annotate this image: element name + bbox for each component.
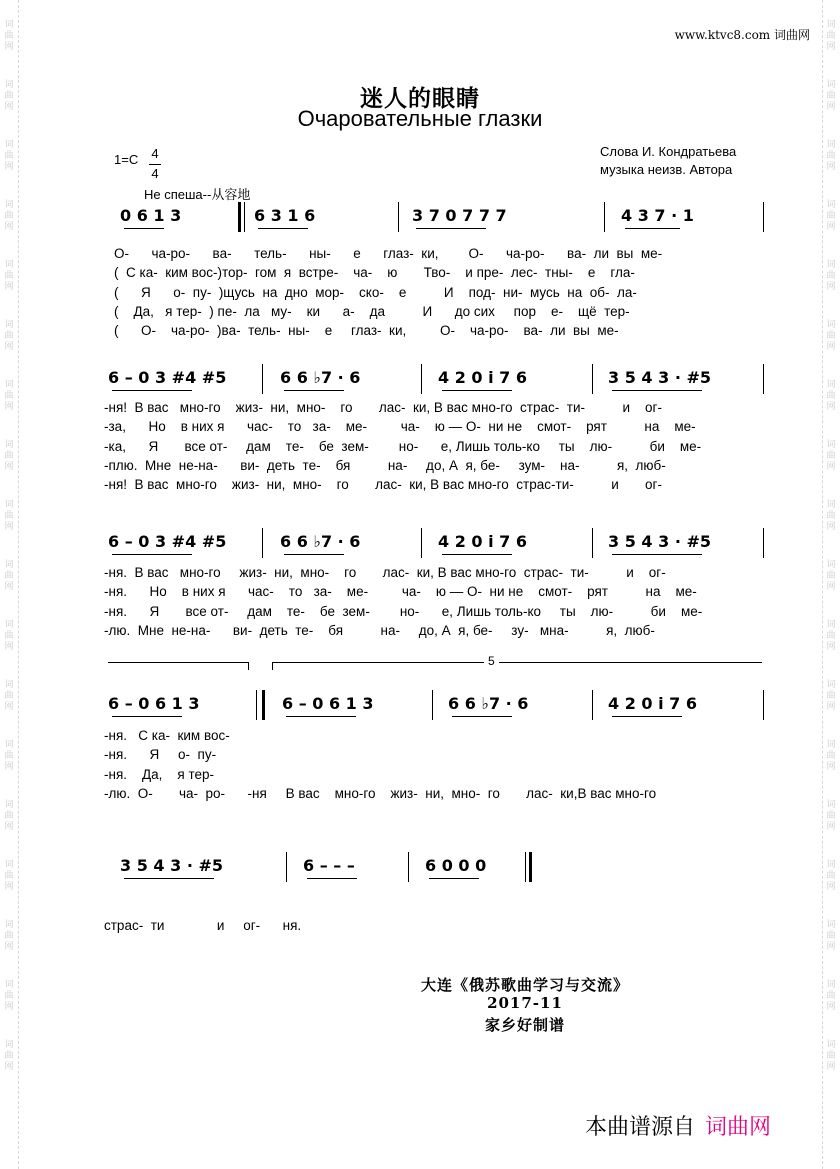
- lyric-line: -ня. В вас мно-го жиз- ни, мно- го лас- ки, В вас мно-го страс- ти- и ог-: [104, 565, 666, 580]
- beam: [112, 554, 192, 555]
- arranged-date: 2017-11: [487, 994, 563, 1012]
- watermark-glyphs: [824, 500, 838, 560]
- watermark-glyphs: [2, 800, 16, 860]
- watermark-glyph: 曲: [4, 631, 14, 641]
- watermark-glyph: 网: [826, 342, 836, 352]
- notation-group: 6 – – –: [303, 856, 355, 875]
- lyric-line: ( Я о- пу- )щусь на дно мор- ско- е И под- ни- мусь на об- ла-: [114, 284, 637, 300]
- watermark-glyphs: [824, 800, 838, 860]
- lyric-line: ( Да, я тер- ) пе- ла му- ки а- да И до сих пор е- щё тер-: [114, 303, 630, 319]
- watermark-glyph: 网: [826, 1002, 836, 1012]
- watermark-glyph: 网: [826, 942, 836, 952]
- barline: [238, 202, 241, 232]
- watermark-glyph: 网: [4, 882, 14, 892]
- watermark-glyphs: [824, 260, 838, 320]
- watermark-glyphs: [2, 20, 16, 80]
- watermark-glyphs: [824, 200, 838, 260]
- barline: [525, 852, 526, 882]
- watermark-glyph: 词: [826, 740, 836, 750]
- watermark-glyph: 网: [826, 462, 836, 472]
- beam: [625, 228, 680, 229]
- lyric-line: -ня. Но в них я час- то за- ме- ча- ю — О- ни не смот- рят на ме-: [104, 584, 697, 600]
- watermark-glyph: 词: [826, 500, 836, 510]
- notation-group: 4 2 0 i 7 6: [438, 368, 527, 387]
- site-header[interactable]: www.ktvc8.com 词曲网: [674, 28, 810, 42]
- notation-group: 4 2 0 i 7 6: [608, 694, 697, 713]
- lyric-line: -ка, Я все от- дам те- бе зем- но- е, Лишь толь-ко ты лю- би ме-: [104, 438, 702, 454]
- time-signature-top: 4: [151, 146, 159, 161]
- watermark-glyphs: [2, 260, 16, 320]
- watermark-glyph: 词: [4, 680, 14, 690]
- watermark-glyphs: [2, 140, 16, 200]
- notation-group: 6 6 ♭7 · 6: [448, 694, 529, 713]
- watermark-glyph: 曲: [826, 331, 836, 341]
- lyric-line: О- ча-ро- ва- тель- ны- е глаз- ки, О- ча-ро- ва- ли вы ме-: [114, 246, 663, 261]
- lyric-line: -ня. Да, я тер-: [104, 766, 215, 782]
- watermark-glyph: 网: [4, 1062, 14, 1072]
- lyric-line: страс- ти и ог- ня.: [104, 918, 302, 933]
- beam: [612, 390, 702, 391]
- barline: [604, 202, 605, 232]
- watermark-glyph: 词: [4, 320, 14, 330]
- watermark-glyph: 词: [826, 920, 836, 930]
- watermark-glyph: 词: [826, 800, 836, 810]
- tempo-marking: Не спеша--从容地: [144, 187, 251, 202]
- watermark-glyphs: [2, 320, 16, 380]
- watermark-glyph: 曲: [826, 811, 836, 821]
- source-note: [585, 1110, 771, 1141]
- watermark-glyph: 曲: [4, 691, 14, 701]
- watermark-glyph: 词: [826, 320, 836, 330]
- watermark-glyph: 词: [826, 680, 836, 690]
- watermark-glyph: 词: [4, 20, 14, 30]
- watermark-glyph: 词: [4, 980, 14, 990]
- watermark-glyphs: [2, 920, 16, 980]
- watermark-glyphs: [824, 920, 838, 980]
- barline: [408, 852, 409, 882]
- watermark-right: [824, 20, 838, 1100]
- watermark-glyph: 词: [826, 260, 836, 270]
- watermark-glyph: 词: [4, 140, 14, 150]
- watermark-glyph: 词: [4, 260, 14, 270]
- watermark-glyph: 网: [4, 1002, 14, 1012]
- notation-group: 6 – 0 3 #4 #5: [108, 532, 227, 551]
- watermark-glyph: 曲: [4, 31, 14, 41]
- watermark-glyph: 曲: [826, 151, 836, 161]
- watermark-glyph: 网: [4, 102, 14, 112]
- lyric-line: -за, Но в них я час- то за- ме- ча- ю — О- ни не смот- рят на ме-: [104, 419, 696, 435]
- notation-group: 6 – 0 3 #4 #5: [108, 368, 227, 387]
- watermark-glyph: 曲: [4, 271, 14, 281]
- source-site-link[interactable]: 词曲网: [705, 1114, 772, 1139]
- beam: [307, 878, 357, 879]
- watermark-glyphs: [2, 860, 16, 920]
- watermark-glyph: 曲: [4, 511, 14, 521]
- watermark-glyph: 曲: [826, 991, 836, 1001]
- watermark-glyph: 词: [4, 800, 14, 810]
- watermark-glyphs: [824, 20, 838, 80]
- watermark-glyph: 曲: [4, 391, 14, 401]
- barline: [592, 528, 593, 558]
- notation-group: 6 6 ♭7 · 6: [280, 532, 361, 551]
- watermark-glyph: 网: [4, 42, 14, 52]
- watermark-glyphs: [824, 380, 838, 440]
- watermark-glyph: 曲: [826, 871, 836, 881]
- beam: [612, 716, 682, 717]
- watermark-glyph: 曲: [826, 451, 836, 461]
- watermark-glyphs: [2, 620, 16, 680]
- barline: [592, 364, 593, 394]
- notation-group: 6 – 0 6 1 3: [282, 694, 374, 713]
- beam: [442, 390, 512, 391]
- watermark-glyph: 曲: [4, 451, 14, 461]
- watermark-glyph: 网: [826, 762, 836, 772]
- watermark-glyph: 网: [4, 762, 14, 772]
- barline: [763, 202, 764, 232]
- watermark-glyph: 网: [4, 162, 14, 172]
- watermark-glyph: 词: [4, 620, 14, 630]
- watermark-glyph: 网: [826, 282, 836, 292]
- lyric-line: -ня. Я все от- дам те- бе зем- но- е, Лишь толь-ко ты лю- би ме-: [104, 603, 703, 619]
- notation-group: 6 – 0 6 1 3: [108, 694, 200, 713]
- arranger-group: 大连《俄苏歌曲学习与交流》: [420, 976, 629, 994]
- watermark-glyph: 词: [826, 620, 836, 630]
- watermark-glyph: 曲: [826, 751, 836, 761]
- beam: [112, 716, 182, 717]
- composer-credit: музыка неизв. Автора: [600, 162, 733, 177]
- watermark-glyph: 曲: [4, 991, 14, 1001]
- watermark-glyph: 网: [826, 822, 836, 832]
- watermark-glyphs: [2, 440, 16, 500]
- beam: [124, 878, 214, 879]
- watermark-glyph: 网: [4, 402, 14, 412]
- beam: [284, 390, 344, 391]
- watermark-glyphs: [2, 560, 16, 620]
- watermark-glyphs: [824, 320, 838, 380]
- watermark-glyph: 曲: [4, 751, 14, 761]
- beam: [284, 554, 344, 555]
- watermark-glyph: 词: [4, 380, 14, 390]
- barline: [763, 690, 764, 720]
- watermark-glyph: 网: [4, 522, 14, 532]
- beam: [258, 228, 308, 229]
- watermark-glyph: 词: [4, 560, 14, 570]
- barline: [244, 202, 245, 232]
- barline: [262, 364, 263, 394]
- watermark-glyph: 词: [4, 1040, 14, 1050]
- watermark-glyph: 词: [4, 200, 14, 210]
- watermark-glyph: 曲: [826, 1051, 836, 1061]
- watermark-glyph: 词: [826, 560, 836, 570]
- notation-group: 6 6 ♭7 · 6: [280, 368, 361, 387]
- watermark-glyph: 词: [4, 860, 14, 870]
- watermark-glyph: 网: [4, 342, 14, 352]
- watermark-glyphs: [824, 740, 838, 800]
- watermark-left: [2, 20, 16, 1100]
- volta-label: 5: [484, 654, 499, 668]
- watermark-glyph: 网: [826, 882, 836, 892]
- watermark-glyphs: [2, 1040, 16, 1100]
- watermark-glyph: 词: [826, 380, 836, 390]
- watermark-glyph: 词: [4, 440, 14, 450]
- watermark-glyph: 词: [826, 980, 836, 990]
- barline: [421, 528, 422, 558]
- watermark-glyph: 网: [4, 642, 14, 652]
- beam: [124, 228, 164, 229]
- watermark-glyphs: [824, 440, 838, 500]
- watermark-glyphs: [824, 1040, 838, 1100]
- lyric-line: -лю. О- ча- ро- -ня В вас мно-го жиз- ни, мно- го лас- ки,В вас мно-го: [104, 785, 657, 801]
- watermark-glyph: 网: [4, 822, 14, 832]
- watermark-glyph: 词: [826, 860, 836, 870]
- watermark-glyph: 网: [826, 702, 836, 712]
- watermark-glyph: 网: [4, 462, 14, 472]
- beam: [442, 554, 512, 555]
- watermark-glyph: 曲: [826, 31, 836, 41]
- watermark-glyph: 网: [826, 42, 836, 52]
- watermark-glyph: 网: [826, 582, 836, 592]
- beam: [429, 878, 479, 879]
- barline: [286, 852, 287, 882]
- watermark-glyph: 曲: [826, 211, 836, 221]
- watermark-glyph: 曲: [826, 391, 836, 401]
- time-signature-line: [149, 164, 161, 165]
- lyric-line: -ня! В вас мно-го жиз- ни, мно- го лас- ки, В вас мно-го страс- ти- и ог-: [104, 400, 662, 415]
- lyric-line: ( О- ча-ро- )ва- тель- ны- е глаз- ки, О- ча-ро- ва- ли вы ме-: [114, 323, 619, 339]
- notation-group: 4 2 0 i 7 6: [438, 532, 527, 551]
- notation-group: 3 5 4 3 · #5: [608, 368, 711, 387]
- lyricist-credit: Слова И. Кондратьева: [600, 144, 737, 159]
- lyric-line: ( С ка- ким вос-)тор- гом я встре- ча- ю Тво- и пре- лес- тны- е гла-: [114, 265, 635, 281]
- barline: [262, 690, 265, 720]
- watermark-glyph: 曲: [826, 91, 836, 101]
- watermark-glyph: 网: [826, 642, 836, 652]
- title-chinese: 迷人的眼睛: [360, 85, 480, 112]
- watermark-glyph: 网: [826, 162, 836, 172]
- notation-group: 6 3 1 6: [254, 206, 316, 225]
- watermark-glyph: 网: [4, 942, 14, 952]
- volta-bracket-end: [248, 662, 249, 670]
- watermark-glyph: 网: [4, 282, 14, 292]
- notation-group: 4 3 7 · 1: [621, 206, 694, 225]
- watermark-glyph: 曲: [4, 1051, 14, 1061]
- watermark-glyph: 网: [826, 1062, 836, 1072]
- watermark-glyph: 网: [826, 402, 836, 412]
- source-prefix: 本曲谱源自: [585, 1114, 696, 1139]
- watermark-glyph: 词: [4, 80, 14, 90]
- watermark-glyphs: [2, 680, 16, 740]
- watermark-glyphs: [824, 860, 838, 920]
- watermark-glyph: 曲: [826, 571, 836, 581]
- arranger-name: 家乡好制谱: [484, 1016, 565, 1034]
- watermark-glyphs: [824, 140, 838, 200]
- beam: [416, 228, 486, 229]
- barline: [529, 852, 532, 882]
- beam: [612, 554, 702, 555]
- watermark-glyph: 网: [826, 222, 836, 232]
- lyric-line: -лю. Мне не-на- ви- деть те- бя на- до, А я, бе- зу- мна- я, люб-: [104, 622, 655, 638]
- volta-bracket: [108, 662, 248, 663]
- barline: [763, 528, 764, 558]
- watermark-glyphs: [824, 560, 838, 620]
- watermark-glyph: 曲: [826, 691, 836, 701]
- watermark-glyph: 词: [826, 440, 836, 450]
- barline: [432, 690, 433, 720]
- watermark-glyph: 曲: [4, 871, 14, 881]
- watermark-glyph: 词: [826, 140, 836, 150]
- barline: [592, 690, 593, 720]
- lyric-line: -ня. С ка- ким вос-: [104, 728, 230, 743]
- watermark-glyph: 词: [4, 920, 14, 930]
- watermark-glyph: 网: [826, 522, 836, 532]
- lyric-line: -плю. Мне не-на- ви- деть те- бя на- до, А я, бе- зум- на- я, люб-: [104, 457, 666, 473]
- watermark-glyph: 词: [826, 1040, 836, 1050]
- barline: [256, 690, 257, 720]
- watermark-glyphs: [824, 680, 838, 740]
- watermark-glyph: 网: [4, 702, 14, 712]
- watermark-glyph: 词: [4, 740, 14, 750]
- lyric-line: -ня! В вас мно-го жиз- ни, мно- го лас- ки, В вас мно-го страс-ти- и ог-: [104, 477, 662, 493]
- watermark-glyph: 网: [4, 222, 14, 232]
- key-signature: 1=C: [114, 152, 139, 167]
- volta-bracket: [272, 662, 762, 663]
- barline: [763, 364, 764, 394]
- notation-group: 3 5 4 3 · #5: [120, 856, 223, 875]
- watermark-glyph: 网: [4, 582, 14, 592]
- volta-bracket-start: [272, 662, 273, 670]
- beam: [286, 716, 356, 717]
- watermark-glyphs: [2, 500, 16, 560]
- watermark-glyph: 曲: [826, 271, 836, 281]
- watermark-glyph: 曲: [4, 571, 14, 581]
- watermark-glyphs: [2, 740, 16, 800]
- notation-group: 0 6 1 3: [120, 206, 182, 225]
- watermark-glyph: 曲: [826, 931, 836, 941]
- lyric-line: -ня. Я о- пу-: [104, 747, 217, 763]
- watermark-glyph: 曲: [826, 511, 836, 521]
- watermark-glyph: 曲: [4, 811, 14, 821]
- time-signature-bottom: 4: [151, 166, 159, 181]
- barline: [421, 364, 422, 394]
- watermark-glyphs: [824, 620, 838, 680]
- title-russian: Очаровательные глазки: [297, 106, 543, 131]
- watermark-glyph: 曲: [826, 631, 836, 641]
- watermark-glyph: 曲: [4, 211, 14, 221]
- watermark-glyph: 曲: [4, 931, 14, 941]
- watermark-glyph: 曲: [4, 331, 14, 341]
- notation-group: 6 0 0 0: [425, 856, 487, 875]
- beam: [112, 390, 192, 391]
- beam: [452, 716, 512, 717]
- watermark-glyphs: [2, 380, 16, 440]
- watermark-glyph: 词: [4, 500, 14, 510]
- watermark-glyph: 词: [826, 20, 836, 30]
- watermark-glyph: 网: [826, 102, 836, 112]
- watermark-glyph: 曲: [4, 91, 14, 101]
- barline: [262, 528, 263, 558]
- watermark-glyph: 曲: [4, 151, 14, 161]
- notation-group: 3 7 0 7 7 7: [412, 206, 507, 225]
- watermark-glyph: 词: [826, 80, 836, 90]
- watermark-glyphs: [2, 200, 16, 260]
- watermark-glyph: 词: [826, 200, 836, 210]
- barline: [398, 202, 399, 232]
- notation-group: 3 5 4 3 · #5: [608, 532, 711, 551]
